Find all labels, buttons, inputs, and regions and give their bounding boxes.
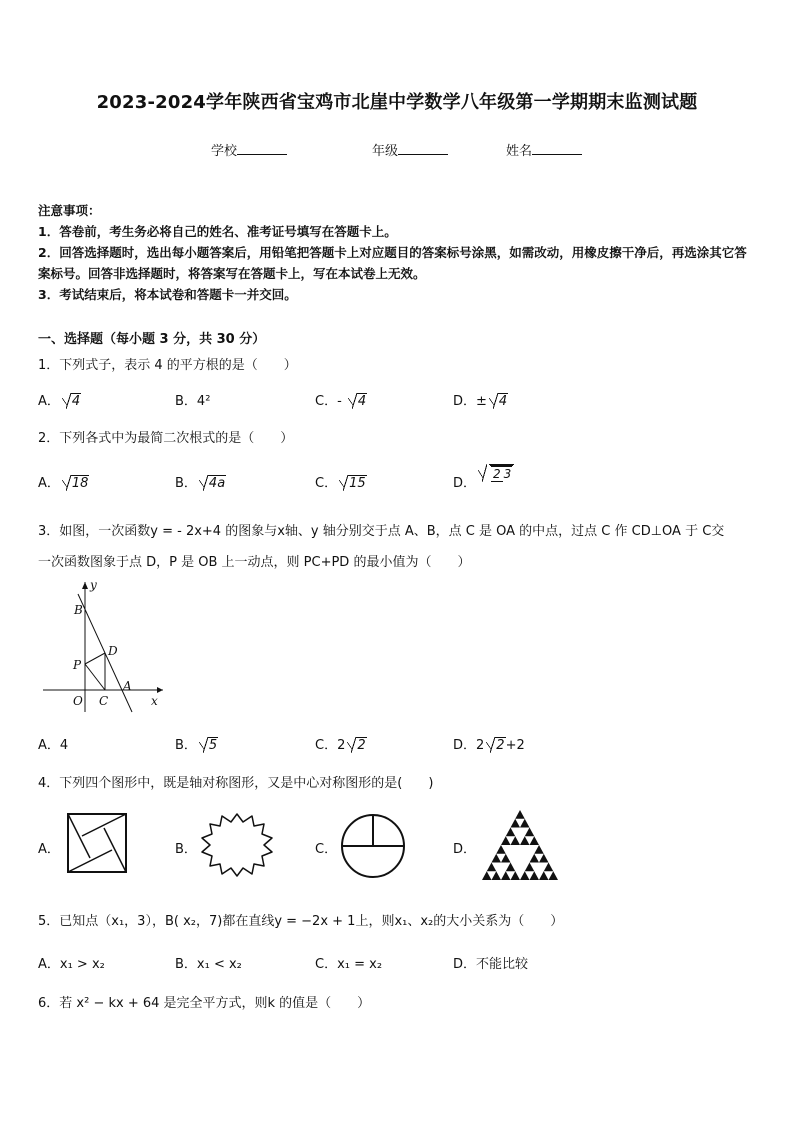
q1-option-c: C．- 4	[315, 394, 367, 409]
label-d: D	[108, 644, 118, 658]
notice-heading: 注意事项：	[38, 203, 101, 218]
q2-option-d: D．2 3	[453, 462, 514, 482]
question-4-stem: 4．下列四个图形中，既是轴对称图形，又是中心对称图形的是( )	[38, 776, 434, 791]
q5-option-c: C．x₁ = x₂	[315, 957, 383, 972]
segment-pc	[85, 664, 105, 690]
name-field	[506, 140, 582, 159]
question-3-line-2: 一次函数图象于点 D，P 是 OB 上一动点，则 PC+PD 的最小值为（ ）	[38, 555, 471, 570]
q4-figure-a	[66, 812, 128, 874]
q3-option-b: B． 5	[175, 738, 218, 753]
q5-option-b: B．x₁ < x₂	[175, 957, 242, 972]
page-title: 2023-2024学年陕西省宝鸡市北崖中学数学八年级第一学期期末监测试题	[96, 92, 698, 113]
q2-option-b: B． 4a	[175, 476, 226, 491]
notice-item-3: 3．考试结束后，将本试卷和答题卡一并交回。	[38, 287, 297, 302]
q3-option-a: A．4	[38, 738, 69, 753]
grade-label: 年级	[372, 144, 399, 159]
q3-figure	[38, 576, 168, 716]
q2-option-c: C． 15	[315, 476, 366, 491]
q4-option-c-label: C．	[315, 842, 338, 857]
label-c: C	[99, 694, 109, 708]
q2-option-a: A． 18	[38, 476, 89, 491]
notice-item-1: 1．答卷前，考生务必将自己的姓名、准考证号填写在答题卡上。	[38, 224, 397, 239]
q4-option-b-label: B．	[175, 842, 197, 857]
q4-figure-d	[478, 808, 562, 882]
q5-option-a: A．x₁ > x₂	[38, 957, 105, 972]
grade-blank	[398, 142, 448, 155]
question-2-stem: 2．下列各式中为最简二次根式的是（ ）	[38, 431, 294, 446]
label-y: y	[90, 578, 97, 592]
segment-pd	[85, 653, 105, 664]
x-axis-arrow	[157, 687, 163, 693]
q1-option-b: B．4²	[175, 394, 211, 409]
label-b: B	[74, 603, 83, 617]
q5-option-d: D．不能比较	[453, 957, 529, 972]
notice-item-2: 2．回答选择题时，选出每小题答案后，用铅笔把答题卡上对应题目的答案标号涂黑，如需改动，用橡皮擦干净后，再选涂其它答案标号。回答非选择题时，将答案写在答题卡上，写在本试卷上无效。	[38, 245, 747, 281]
school-label: 学校	[211, 144, 238, 159]
q4-figure-c	[338, 813, 408, 879]
name-blank	[532, 142, 582, 155]
label-x: x	[151, 694, 158, 708]
notice-block	[38, 200, 758, 305]
y-axis-arrow	[82, 582, 88, 589]
label-a: A	[123, 679, 132, 693]
label-o: O	[73, 694, 83, 708]
question-5-stem: 5．已知点（x₁，3），B( x₂，7)都在直线y = −2x + 1上，则x₁、x₂的大小关系为（ ）	[38, 914, 564, 929]
name-label: 姓名	[506, 144, 533, 159]
question-1-stem: 1．下列式子，表示 4 的平方根的是（ ）	[38, 358, 297, 373]
q1-option-d: D．± 4	[453, 394, 508, 409]
school-field	[211, 140, 287, 159]
question-6-stem: 6．若 x² − kx + 64 是完全平方式，则k 的值是（ ）	[38, 996, 371, 1011]
label-p: P	[73, 658, 82, 672]
q3-option-c: C．2 2	[315, 738, 366, 753]
q4-figure-b	[196, 808, 278, 882]
q1-option-a: A． 4	[38, 394, 81, 409]
question-3-line-1: 3．如图，一次函数y = - 2x+4 的图象与x轴、y 轴分别交于点 A、B，点 C 是 OA 的中点，过点 C 作 CD⊥OA 于 C交	[38, 524, 725, 539]
q4-option-d-label: D．	[453, 842, 477, 857]
school-blank	[237, 142, 287, 155]
grade-field	[372, 140, 448, 159]
section-heading: 一、选择题（每小题 3 分，共 30 分）	[38, 332, 266, 347]
q4-option-a-label: A．	[38, 842, 60, 857]
q3-option-d: D．2 2+2	[453, 738, 525, 753]
